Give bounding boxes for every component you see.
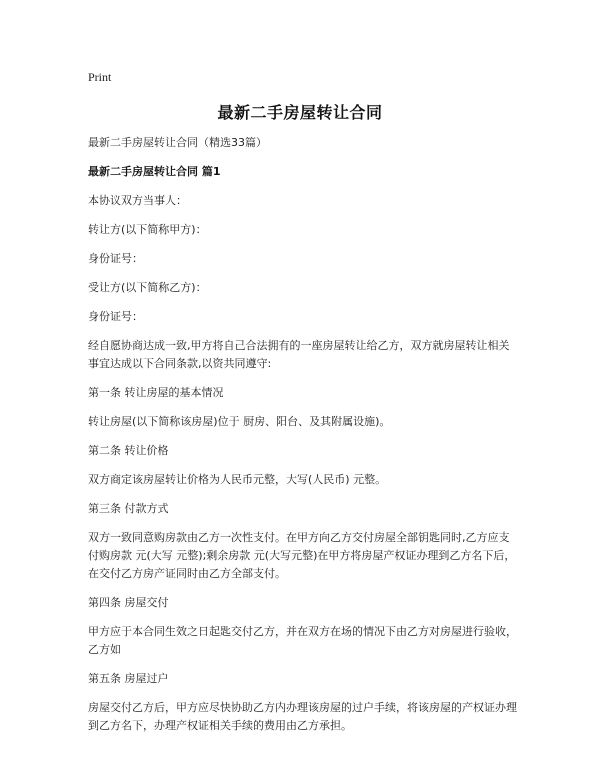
- clause-1-heading: 第一条 转让房屋的基本情况: [88, 386, 224, 399]
- document-body: [88, 134, 520, 746]
- paragraph-parties: 本协议双方当事人：: [88, 194, 187, 207]
- document-title: 最新二手房屋转让合同: [217, 103, 383, 122]
- paragraph-transferor: 转让方(以下简称甲方)：: [88, 223, 207, 236]
- clause-4-heading: 第四条 房屋交付: [88, 596, 169, 609]
- paragraph-transferor-id: 身份证号：: [88, 252, 143, 265]
- document-subtitle: 最新二手房屋转让合同（精选33篇）: [88, 136, 267, 149]
- paragraph-transferee: 受让方(以下简称乙方)：: [88, 281, 207, 294]
- print-link[interactable]: Print: [88, 70, 112, 84]
- clause-5-heading: 第五条 房屋过户: [88, 672, 169, 685]
- clause-5-text: 房屋交付乙方后，甲方应尽快协助乙方内办理该房屋的过户手续，将该房屋的产权证办理到乙方名下，办理产权证相关手续的费用由乙方承担。: [88, 701, 517, 732]
- clause-2-text: 双方商定该房屋转让价格为人民币元整，大写(人民币) 元整。: [88, 473, 387, 486]
- clause-3-text: 双方一致同意购房款由乙方一次性支付。在甲方向乙方交付房屋全部钥匙同时,乙方应支付购房款 元(大写 元整);剩余房款 元(大写元整)在甲方将房屋产权证办理到乙方名下后，在交付乙方房产证同时由乙方全部支付。: [88, 531, 516, 580]
- clause-4-text: 甲方应于本合同生效之日起匙交付乙方，并在双方在场的情况下由乙方对房屋进行验收，乙方如: [88, 625, 517, 656]
- paragraph-agreement-intro: 经自愿协商达成一致,甲方将自己合法拥有的一座房屋转让给乙方，双方就房屋转让相关事宜达成以下合同条款,以资共同遵守:: [88, 339, 510, 370]
- clause-2-heading: 第二条 转让价格: [88, 444, 169, 457]
- clause-1-text: 转让房屋(以下简称该房屋)位于 厨房、阳台、及其附属设施)。: [88, 415, 391, 428]
- section-heading: 最新二手房屋转让合同 篇1: [88, 165, 221, 178]
- paragraph-transferee-id: 身份证号：: [88, 310, 143, 323]
- clause-3-heading: 第三条 付款方式: [88, 502, 169, 515]
